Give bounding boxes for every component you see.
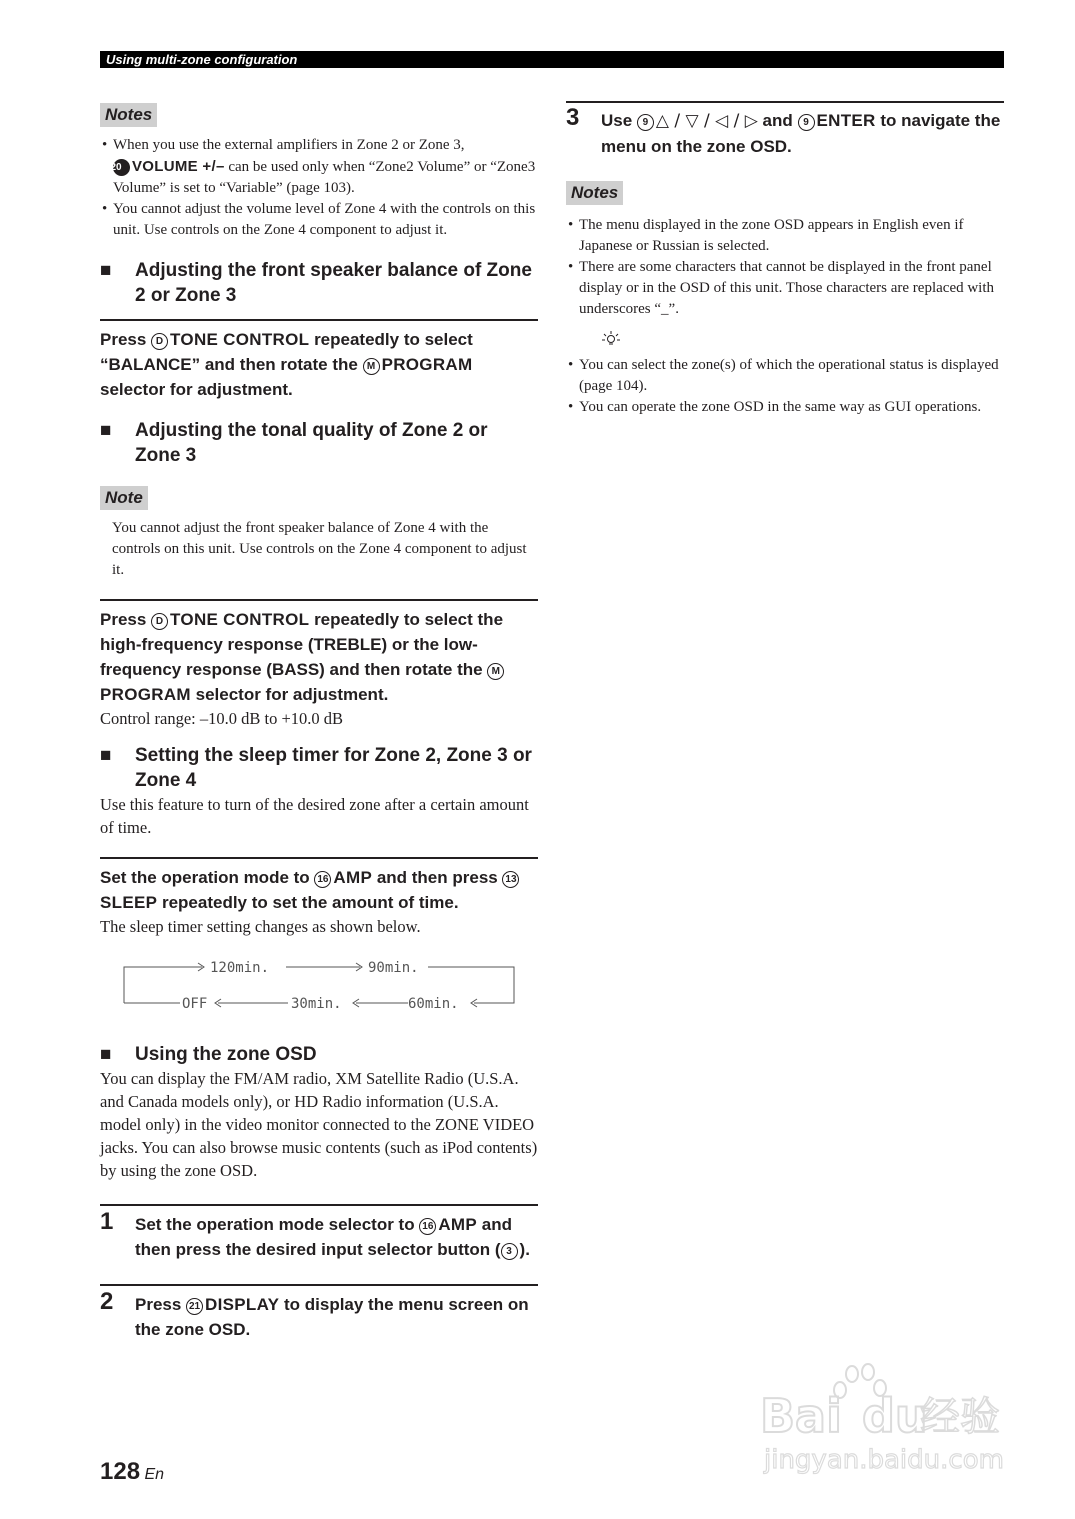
sleep-after-text: The sleep timer setting changes as shown below. <box>100 917 421 936</box>
section-square-icon: ■ <box>100 260 112 281</box>
note-item: • There are some characters that cannot be displayed in the front panel display or in the OSD of this unit. Those characters are replaced with underscores “_”. <box>566 257 1004 320</box>
display-key-label: DISPLAY <box>205 1295 280 1314</box>
left-column <box>100 103 538 1342</box>
step-text: and then press the desired input selector button ( <box>135 1215 512 1259</box>
note-item: • The menu displayed in the zone OSD appears in English even if Japanese or Russian is selected. <box>566 215 1004 257</box>
watermark-cn: 经验 <box>920 1394 1000 1440</box>
amp-key-icon: 16 <box>314 871 331 888</box>
section-title: Setting the sleep timer for Zone 2, Zone 3 or Zone 4 <box>135 745 532 791</box>
section-heading-osd <box>100 1042 538 1067</box>
section-heading-balance <box>100 258 538 308</box>
page-number-value: 128 <box>100 1458 141 1485</box>
baidu-watermark <box>760 1360 1020 1480</box>
section-header-bar <box>100 51 1004 68</box>
instr-text: selector for adjustment. <box>100 380 293 399</box>
tone-control-key-label: TONE CONTROL <box>170 610 310 629</box>
section-title: Adjusting the tonal quality of Zone 2 or Zone 3 <box>135 420 488 466</box>
right-column <box>566 101 1004 418</box>
cycle-step: 60min. <box>408 996 459 1012</box>
amp-key-icon: 16 <box>419 1218 436 1235</box>
cycle-step: 90min. <box>368 960 419 976</box>
tone-control-key-icon: D <box>151 333 168 350</box>
step-text: to display the menu screen on the zone OSD. <box>135 1295 529 1339</box>
program-key-label: PROGRAM <box>100 685 191 704</box>
sleep-timer-cycle-diagram <box>100 950 538 1020</box>
display-key-icon: 21 <box>186 1298 203 1315</box>
divider <box>566 101 1004 103</box>
note-text: You cannot adjust the front speaker balance of Zone 4 with the controls on this unit. Use controls on the Zone 4 component to adjust it. <box>112 520 527 578</box>
instr-text: repeatedly to set the amount of time. <box>157 893 459 912</box>
instruction-balance <box>100 327 538 402</box>
sleep-description: Use this feature to turn of the desired zone after a certain amount of time. <box>100 795 529 837</box>
step-text: Press <box>135 1295 187 1314</box>
enter-key-icon: 9 <box>798 114 815 131</box>
volume-key-icon: 20 <box>113 159 130 176</box>
sleep-key-label: SLEEP <box>100 893 158 912</box>
volume-key-label: VOLUME +/– <box>132 158 225 175</box>
step-2 <box>100 1288 538 1342</box>
step-number: 2 <box>100 1288 114 1315</box>
section-header-title: Using multi-zone configuration <box>106 52 298 67</box>
notes-list <box>566 215 1004 320</box>
instr-text: and then press <box>372 868 503 887</box>
section-square-icon: ■ <box>100 745 112 766</box>
page-lang: En <box>144 1466 165 1483</box>
cycle-step: OFF <box>182 996 208 1012</box>
program-key-label: PROGRAM <box>381 355 473 374</box>
divider <box>100 319 538 321</box>
instruction-sleep <box>100 865 538 915</box>
page-number <box>100 1458 164 1486</box>
section-heading-sleep <box>100 743 538 793</box>
instr-text: repeatedly to select the high-frequency response (TREBLE) or the low-frequency response (BASS) and then rotate the <box>100 610 504 679</box>
step-number: 1 <box>100 1208 114 1235</box>
instr-text: repeatedly to select “BALANCE” and then rotate the <box>100 330 473 374</box>
notes-label: Notes <box>566 181 623 205</box>
step-text: Use <box>601 111 637 130</box>
section-square-icon: ■ <box>100 420 112 441</box>
step-number: 3 <box>566 104 580 131</box>
instr-text: Set the operation mode to <box>100 868 315 887</box>
enter-key-label: ENTER <box>816 111 876 130</box>
notes-list <box>100 135 538 241</box>
instr-text: selector for adjustment. <box>190 685 389 704</box>
divider <box>100 1284 538 1286</box>
cycle-step: 30min. <box>291 996 342 1012</box>
paw-toe <box>862 1364 874 1380</box>
input-selector-key-icon: 3 <box>501 1243 518 1260</box>
notes-label: Notes <box>100 103 157 127</box>
section-square-icon: ■ <box>100 1044 112 1065</box>
step-text: and <box>757 111 798 130</box>
watermark-brand: Bai <box>760 1389 842 1443</box>
instr-text: Press <box>100 330 152 349</box>
tip-item: • You can select the zone(s) of which the operational status is displayed (page 104). <box>566 355 1004 397</box>
step-1 <box>100 1208 538 1262</box>
watermark-url: jingyan.baidu.com <box>764 1445 1004 1475</box>
section-title: Adjusting the front speaker balance of Zone 2 or Zone 3 <box>135 260 532 306</box>
step-3 <box>566 104 1004 159</box>
instr-text: Press <box>100 610 152 629</box>
step-text: Set the operation mode selector to <box>135 1215 420 1234</box>
cursor-key-icon: 9 <box>637 114 654 131</box>
tips-list <box>566 355 1004 418</box>
divider <box>100 857 538 859</box>
amp-key-label: AMP <box>438 1215 478 1234</box>
program-key-icon: M <box>363 358 380 375</box>
divider <box>100 599 538 601</box>
paw-toe <box>846 1366 858 1382</box>
watermark-brand2: du <box>862 1389 928 1443</box>
control-range-text: Control range: –10.0 dB to +10.0 dB <box>100 709 344 728</box>
note-text: can be used only when “Zone2 Volume” or “Zone3 Volume” is set to “Variable” (page 103). <box>113 159 536 196</box>
cycle-step: 120min. <box>210 960 270 976</box>
tone-control-key-icon: D <box>151 613 168 630</box>
amp-key-label: AMP <box>333 868 373 887</box>
sleep-key-icon: 13 <box>502 871 519 888</box>
step-text: ). <box>519 1240 530 1259</box>
instruction-tonal <box>100 607 538 707</box>
tip-lightbulb-icon <box>600 330 1004 353</box>
cycle-line <box>124 967 202 997</box>
section-heading-tonal <box>100 418 538 468</box>
osd-description: You can display the FM/AM radio, XM Satellite Radio (U.S.A. and Canada models only), or HD Radio information (U.S.A. model only) in the video monitor connected to the ZONE VIDEO jacks. You can also browse music contents (such as iPod contents) by using the zone OSD. <box>100 1069 538 1180</box>
note-label: Note <box>100 486 148 510</box>
divider <box>100 1204 538 1206</box>
step-text: to navigate the menu on the zone OSD. <box>601 111 1001 156</box>
note-item <box>100 135 538 199</box>
section-title: Using the zone OSD <box>135 1044 317 1065</box>
tone-control-key-label: TONE CONTROL <box>170 330 310 349</box>
program-key-icon: M <box>487 663 504 680</box>
note-text: When you use the external amplifiers in Zone 2 or Zone 3, <box>113 137 465 153</box>
cursor-arrows: △ / ▽ / ◁ / ▷ <box>655 111 758 131</box>
tip-item: • You can operate the zone OSD in the same way as GUI operations. <box>566 397 1004 418</box>
note-item: • You cannot adjust the volume level of Zone 4 with the controls on this unit. Use controls on the Zone 4 component to adjust it. <box>100 199 538 241</box>
